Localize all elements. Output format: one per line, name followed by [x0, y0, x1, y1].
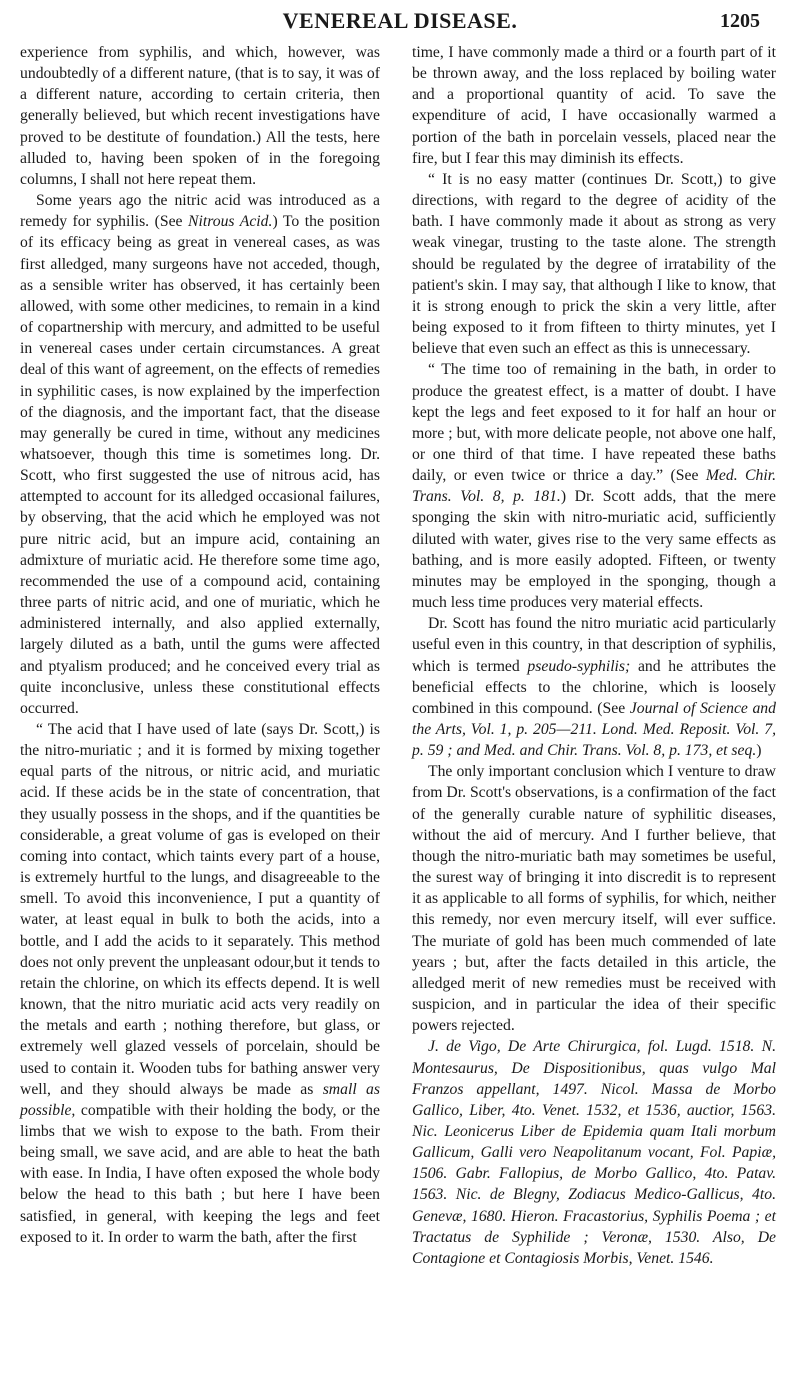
term: pseudo-syphilis;: [527, 657, 631, 675]
text-run: ) Dr. Scott adds, that the mere sponging the skin with nitro-muriatic acid, sufficiently diluted with water, gives rise to the very same effects as bathing, and is more easily adopted. Fifteen, or twenty minutes may be employed in the sponging, though a much less time produces very material effects.: [412, 488, 776, 612]
paragraph: “ It is no easy matter (continues Dr. Scott,) to give directions, with regard to the degree of acidity of the bath. I have commonly made it about as strong as very weak vinegar, trusting to the taste alone. The strength should be regulated by the degree of irratability of the patient's skin. I may say, that although I like to know, that it is strong enough to prick the skin a very little, after being exposed to it from fifteen to thirty minutes, yet I believe that even such an effect as this is unnecessary.: [412, 170, 776, 358]
bibliography: [412, 1036, 776, 1269]
text-run: ): [756, 742, 762, 760]
text-run: Dr. Scott has found the nitro muriatic acid particularly useful even in this country, in that description of syphilis, which is termed: [412, 615, 776, 675]
text-run: “ The time too of remaining in the bath, in order to produce the greatest effect, is a matter of doubt. I have kept the legs and feet exposed to it for half an hour or more ; but, with more delicate people, not above one half, or one third of that time. I have repeated these baths daily, or even twice or thrice a day.” (See: [412, 361, 776, 485]
paragraph: The only important conclusion which I venture to draw from Dr. Scott's observations, is a confirmation of the fact of the generally curable nature of syphilitic diseases, without the aid of mercury. And I further believe, that though the nitro-muriatic bath may sometimes be useful, the surest way of bringing it into discredit is to represent it as applicable to all forms of syphilis, for which, neither this remedy, nor even mercury itself, will ever suffice. The muriate of gold has been much commended of late years ; but, after the facts detailed in this article, the alledged merit of new remedies must be received with suspicion, and in particular the idea of their specific powers rejected.: [412, 763, 776, 1035]
cross-reference: Nitrous Acid.: [188, 213, 273, 231]
text-run: ) To the position of its efficacy being as great in venereal cases, as was first alledged, many surgeons have not acceded, though, as a sensible writer has observed, it has certainly been allowed, with some other medicines, to remain in a kind of copartnership with mercury, and admitted to be useful in venereal cases under certain circumstances. A great deal of this want of agreement, on the effects of remedies in syphilitic cases, is now explained by the imperfection of the diagnosis, and the important fact, that the disease may generally be cured in time, without any medicines whatsoever, though this time is sometimes long. Dr. Scott, who first suggested the use of nitrous acid, has attempted to account for its alledged occasional failures, by observing, that the acid which he employed was not pure nitric acid, but an impure acid, containing an admixture of muriatic acid. He therefore some time ago, recommended the use of a compound acid, containing three parts of nitric acid, and one of muriatic, which he administered internally, and also applied externally, largely diluted as a bath, until the gums were affected and ptyalism produced; and he conceived every trial as quite inconclusive, unless these constitutional effects occurred.: [20, 213, 380, 717]
citation: Journal of Science and the Arts, Vol. 1, p. 205—211. Lond. Med. Reposit. Vol. 7, p. 59 ; and Med. and Chir. Trans. Vol. 8, p. 173, et seq.: [412, 699, 776, 760]
paragraph: [20, 190, 380, 719]
bibliography-text: J. de Vigo, De Arte Chirurgica, fol. Lugd. 1518. N. Montesaurus, De Dispositionibus, quas vulgo Mal Franzos appellant, 1497. Nicol. Massa de Morbo Gallico, Liber, 4to. Venet. 1532, et 1536, auctior, 1563. Nic. Leonicerus Liber de Epidemia quam Itali morbum Gallicum, Galli vero Neapolitanum vocant, Fol. Papiæ, 1506. Gabr. Fallopius, de Morbo Gallico, 4to. Patav. 1563. Nic. de Blegny, Zodiacus Medico-Gallicus, 4to. Genevæ, 1680. Hieron. Fracastorius, Syphilis Poema ; et Tractatus de Syphilide ; Veronæ, 1530. Also, De Contagione et Contagiosis Morbis, Venet. 1546.: [412, 1038, 776, 1267]
text-run: and he attributes the beneficial effects to the chlorine, which is loosely combined in this compound. (See: [412, 657, 776, 717]
paragraph: [412, 359, 776, 613]
paragraph: [20, 719, 380, 1248]
citation: Med. Chir. Trans. Vol. 8, p. 181.: [412, 467, 776, 506]
text-run: Some years ago the nitric acid was introduced as a remedy for syphilis. (See: [20, 192, 380, 231]
paragraph: time, I have commonly made a third or a fourth part of it be thrown away, and the loss replaced by boiling water and a proportional quantity of acid. To save the expenditure of acid, I have occasionally warmed a portion of the bath in porcelain vessels, placed near the fire, but I fear this may diminish its effects.: [412, 44, 776, 167]
right-column: [412, 42, 776, 1269]
running-head: [40, 8, 760, 34]
page-number: 1205: [720, 10, 760, 32]
paragraph: experience from syphilis, and which, however, was undoubtedly of a different nature, (that is to say, it was of a different nature, according to certain criteria, then generally believed, but which recent investigations have proved to be destitute of foundation.) All the tests, here alluded to, having been spoken of in the foregoing columns, I shall not here repeat them.: [20, 44, 380, 188]
text-run: compatible with their holding the body, or the limbs that we wish to expose to the bath. From their being small, we save acid, and are able to heat the bath with ease. In India, I have often exposed the whole body below the head to this bath ; but here I have been satisfied, in general, with keeping the legs and feet exposed to it. In order to warm the bath, after the first: [20, 1101, 380, 1246]
text-run: “ The acid that I have used of late (says Dr. Scott,) is the nitro-muriatic ; and it is formed by mixing together equal parts of the nitrous, or nitric acid, and muriatic acid. If these acids be in the state of concentration, that they usually possess in the shops, and if the quantities be considerable, a great volume of gas is eveloped on their coming into contact, which taints every part of a house, is extremely hurtful to the lungs, and disagreeable to the smell. To avoid this inconvenience, I put a quantity of water, at least equal in bulk to both the acids, into a bottle, and I add the acids to it separately. This method does not only prevent the unpleasant odour,but it tends to retain the chlorine, on which its effects depend. It is well known, that the nitro muriatic acid acts very readily on the metals and earth ; nothing therefore, but glass, or extremely well glazed vessels of porcelain, should be used to contain it. Wooden tubs for bathing answer very well, and they should always be made as: [20, 721, 380, 1098]
paragraph: [412, 613, 776, 761]
left-column: [20, 42, 380, 1248]
emphasis: small as possible,: [20, 1080, 380, 1119]
page-title: VENEREAL DISEASE.: [282, 8, 518, 33]
